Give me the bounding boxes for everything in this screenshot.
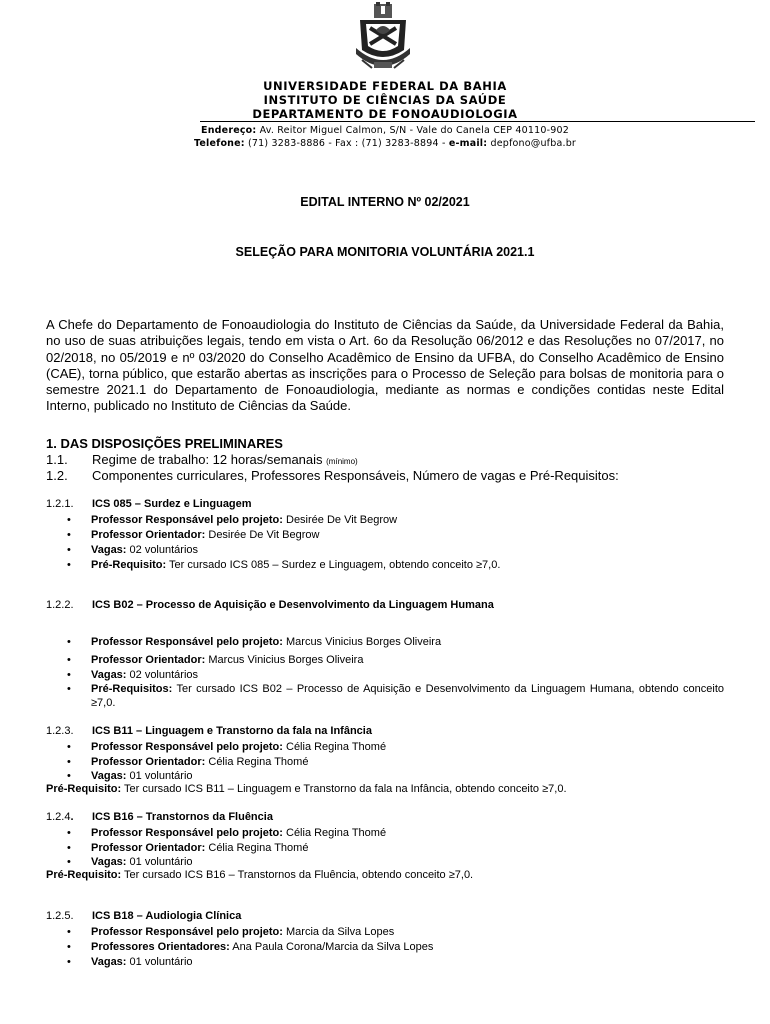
field-value: Ana Paula Corona/Marcia da Silva Lopes [229, 941, 434, 953]
field-label: Professor Orientador: [91, 755, 206, 768]
bullet-icon: • [67, 841, 71, 854]
field-label: Professor Responsável pelo projeto: [91, 741, 283, 753]
component-details [46, 513, 500, 573]
bullet-icon: • [67, 741, 71, 753]
component-number-dot: . [70, 811, 74, 823]
bullet-icon: • [67, 514, 71, 526]
bullet-icon: • [67, 941, 71, 953]
list-item [46, 682, 724, 710]
component-number: 1.2.2. [46, 599, 74, 611]
bullet-icon: • [67, 856, 71, 868]
component-number-text: 1.2.4 [46, 811, 71, 823]
address-line [0, 124, 770, 137]
list-item [46, 668, 724, 682]
field-value: Célia Regina Thomé [205, 755, 309, 768]
field-value: Marcus Vinicius Borges Oliveira [282, 636, 442, 648]
field-value: Célia Regina Thomé [205, 841, 309, 854]
field-label: Vagas: [91, 544, 127, 556]
component-title: ICS B16 – Transtornos da Fluência [92, 811, 273, 823]
prerequisite-line [46, 783, 567, 795]
field-value: Desirée De Vit Begrow [205, 529, 320, 541]
work-regime-text: Regime de trabalho: 12 horas/semanais [92, 452, 327, 467]
field-label: Pré-Requisito: [46, 869, 122, 881]
phone-text: (71) 3283-8886 - Fax : (71) 3283-8894 - [244, 138, 449, 149]
component-number [46, 811, 74, 823]
bullet-icon: • [67, 683, 71, 695]
component-title: ICS B02 – Processo de Aquisição e Desenvolvimento da Linguagem Humana [92, 599, 494, 611]
list-item [46, 633, 441, 651]
field-value: Ter cursado ICS B02 – Processo de Aquisição e Desenvolvimento da Linguagem Humana, obtendo conceito ≥7,0. [91, 683, 724, 709]
field-value: Célia Regina Thomé [282, 741, 387, 753]
phone-label: Telefone: [193, 138, 245, 149]
list-item [46, 925, 433, 940]
bullet-icon: • [67, 544, 71, 556]
bullet-icon: • [67, 636, 71, 648]
list-item [46, 651, 441, 669]
list-item [46, 769, 386, 784]
component-details [46, 633, 441, 669]
component-number: 1.2.5. [46, 910, 74, 922]
field-label: Vagas: [91, 770, 127, 782]
bullet-icon: • [67, 529, 71, 541]
bullet-icon: • [67, 755, 71, 768]
field-label: Vagas: [91, 856, 127, 868]
field-label: Professor Responsável pelo projeto: [91, 926, 283, 938]
component-title: ICS B18 – Audiologia Clínica [92, 910, 242, 922]
selection-title: SELEÇÃO PARA MONITORIA VOLUNTÁRIA 2021.1 [235, 245, 535, 259]
work-regime [92, 452, 358, 467]
edital-title: EDITAL INTERNO Nº 02/2021 [300, 195, 470, 209]
contact-line [0, 137, 770, 150]
bullet-icon: • [67, 827, 71, 839]
field-label: Vagas: [91, 669, 127, 681]
institute-name: INSTITUTO DE CIÊNCIAS DA SAÚDE [263, 93, 507, 107]
field-value: 02 voluntários [126, 544, 199, 556]
field-value: Célia Regina Thomé [282, 827, 387, 839]
component-details [46, 740, 386, 784]
field-value: 01 voluntário [126, 770, 193, 782]
list-item [46, 513, 500, 528]
list-item [46, 528, 500, 543]
address-label: Endereço: [201, 125, 257, 136]
email-text: depfono@ufba.br [487, 138, 577, 149]
section-heading: 1. DAS DISPOSIÇÕES PRELIMINARES [46, 436, 283, 451]
department-name: DEPARTAMENTO DE FONOAUDIOLOGIA [252, 107, 518, 121]
list-item [46, 558, 500, 573]
field-label: Pré-Requisitos: [91, 683, 173, 695]
field-label: Professor Responsável pelo projeto: [91, 827, 283, 839]
address-text: Av. Reitor Miguel Calmon, S/N - Vale do Canela CEP 40110-902 [256, 125, 569, 136]
prerequisite-line [46, 869, 473, 881]
component-details [46, 668, 724, 710]
header-divider [200, 121, 755, 122]
component-number: 1.2.1. [46, 498, 74, 510]
ufba-crest-logo [352, 2, 414, 76]
list-item [46, 826, 386, 841]
field-label: Professor Orientador: [91, 841, 206, 854]
list-item [46, 955, 433, 970]
bullet-icon: • [67, 559, 71, 571]
item-number: 1.1. [46, 452, 68, 467]
university-name: UNIVERSIDADE FEDERAL DA BAHIA [263, 79, 507, 93]
email-label: e-mail: [448, 138, 488, 149]
field-value: Desirée De Vit Begrow [282, 514, 398, 526]
bullet-icon: • [67, 770, 71, 782]
list-item [46, 855, 386, 870]
list-item [46, 940, 433, 955]
list-item [46, 841, 386, 856]
field-label: Vagas: [91, 956, 127, 968]
field-label: Pré-Requisito: [91, 559, 167, 571]
field-value: Ter cursado ICS B11 – Linguagem e Transtorno da fala na Infância, obtendo conceito ≥7,0. [121, 783, 567, 795]
component-number: 1.2.3. [46, 725, 74, 737]
field-label: Professor Orientador: [91, 529, 206, 541]
work-regime-note: (mínimo) [326, 457, 358, 466]
list-item [46, 543, 500, 558]
field-value: Marcia da Silva Lopes [282, 926, 395, 938]
field-label: Pré-Requisito: [46, 783, 122, 795]
component-details [46, 826, 386, 870]
field-value: Ter cursado ICS B16 – Transtornos da Fluência, obtendo conceito ≥7,0. [121, 869, 474, 881]
component-details [46, 925, 433, 970]
item-number: 1.2. [46, 468, 68, 483]
bullet-icon: • [67, 669, 71, 681]
field-label: Professor Orientador: [91, 654, 206, 666]
bullet-icon: • [67, 926, 71, 938]
intro-paragraph: A Chefe do Departamento de Fonoaudiologia do Instituto de Ciências da Saúde, da Universidade Federal da Bahia, no uso de suas atribuições legais, tendo em vista o Art. 6o da Resolução 06/2012 e das Resoluções no 07/2017, no 02/2018, no 05/2019 e nº 03/2020 do Conselho Acadêmico de Ensino da UFBA, do Conselho Acadêmico de Ensino (CAE), torna público, que estarão abertas as inscrições para o Processo de Seleção para bolsas de monitoria para o semestre 2021.1 do Departamento de Fonoaudiologia, mediante as normas e condições contidas neste Edital Interno, publicado no Instituto de Ciências da Saúde. [46, 317, 724, 414]
bullet-icon: • [67, 654, 71, 666]
list-item [46, 755, 386, 770]
field-value: 02 voluntários [126, 669, 199, 681]
field-value: 01 voluntário [126, 956, 193, 968]
components-intro: Componentes curriculares, Professores Responsáveis, Número de vagas e Pré-Requisitos: [92, 468, 619, 483]
bullet-icon: • [67, 956, 71, 968]
component-title: ICS B11 – Linguagem e Transtorno da fala na Infância [92, 725, 372, 737]
field-label: Professor Responsável pelo projeto: [91, 636, 283, 648]
field-value: Marcus Vinicius Borges Oliveira [205, 654, 364, 666]
component-title: ICS 085 – Surdez e Linguagem [92, 498, 252, 510]
list-item [46, 740, 386, 755]
field-value: 01 voluntário [126, 856, 193, 868]
field-label: Professor Responsável pelo projeto: [91, 514, 283, 526]
field-label: Professores Orientadores: [91, 941, 230, 953]
field-value: Ter cursado ICS 085 – Surdez e Linguagem, obtendo conceito ≥7,0. [166, 559, 501, 571]
